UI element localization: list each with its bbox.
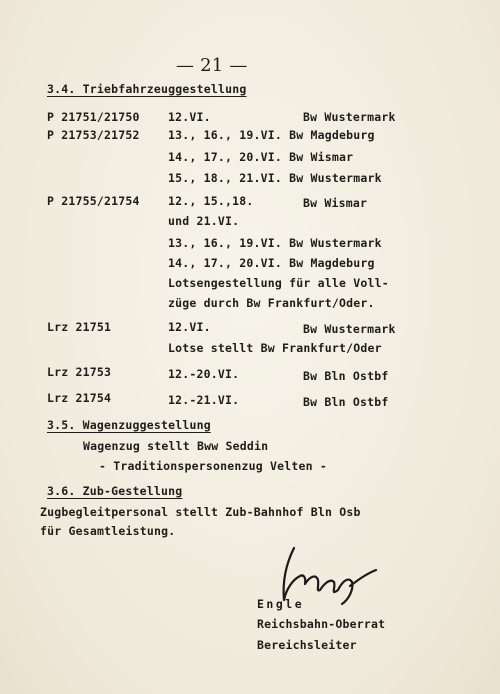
zub-line: Zugbegleitpersonal stellt Zub-Bahnhof Bln Osb bbox=[40, 505, 361, 519]
train-dates: 12., 15.,18. bbox=[168, 194, 254, 208]
signatory-name: Engle bbox=[257, 597, 305, 611]
assignment-line: 13., 16., 19.VI. Bw Magdeburg bbox=[168, 128, 375, 142]
train-number: Lrz 21754 bbox=[47, 391, 112, 405]
train-number: Lrz 21753 bbox=[47, 365, 112, 379]
signatory-role: Bereichsleiter bbox=[257, 638, 357, 652]
train-number: P 21755/21754 bbox=[47, 194, 140, 208]
depot: Bw Wismar bbox=[303, 196, 368, 210]
depot: Bw Bln Ostbf bbox=[303, 395, 389, 409]
assignment-line: und 21.VI. bbox=[168, 214, 240, 228]
assignment-line: Lotsengestellung für alle Voll- bbox=[168, 276, 389, 290]
assignment-line: 15., 18., 21.VI. Bw Wustermark bbox=[168, 171, 382, 185]
assignment-line: 14., 17., 20.VI. Bw Wismar bbox=[168, 150, 354, 164]
section-3-4-heading: 3.4. Triebfahrzeuggestellung bbox=[47, 82, 247, 96]
wagenzug-line: - Traditionspersonenzug Velten - bbox=[99, 459, 327, 473]
depot: Bw Wustermark bbox=[303, 322, 396, 336]
train-dates: 12.VI. bbox=[168, 320, 211, 334]
page-number: — 21 — bbox=[176, 55, 248, 76]
assignment-line: 14., 17., 20.VI. Bw Magdeburg bbox=[168, 256, 375, 270]
wagenzug-line: Wagenzug stellt Bww Seddin bbox=[83, 439, 269, 453]
train-dates: 12.VI. bbox=[168, 110, 211, 124]
section-3-5-heading: 3.5. Wagenzuggestellung bbox=[47, 418, 211, 432]
assignment-line: 13., 16., 19.VI. Bw Wustermark bbox=[168, 236, 382, 250]
assignment-line: züge durch Bw Frankfurt/Oder. bbox=[168, 296, 375, 310]
train-dates: 12.-20.VI. bbox=[168, 367, 240, 381]
train-number: P 21753/21752 bbox=[47, 128, 140, 142]
assignment-line: Lotse stellt Bw Frankfurt/Oder bbox=[168, 341, 382, 355]
depot: Bw Bln Ostbf bbox=[303, 369, 389, 383]
depot: Bw Wustermark bbox=[303, 110, 396, 124]
zub-line: für Gesamtleistung. bbox=[40, 524, 176, 538]
signatory-title: Reichsbahn-Oberrat bbox=[257, 617, 386, 631]
section-3-6-heading: 3.6. Zub-Gestellung bbox=[47, 484, 183, 498]
train-dates: 12.-21.VI. bbox=[168, 393, 240, 407]
train-number: P 21751/21750 bbox=[47, 110, 140, 124]
train-number: Lrz 21751 bbox=[47, 320, 112, 334]
